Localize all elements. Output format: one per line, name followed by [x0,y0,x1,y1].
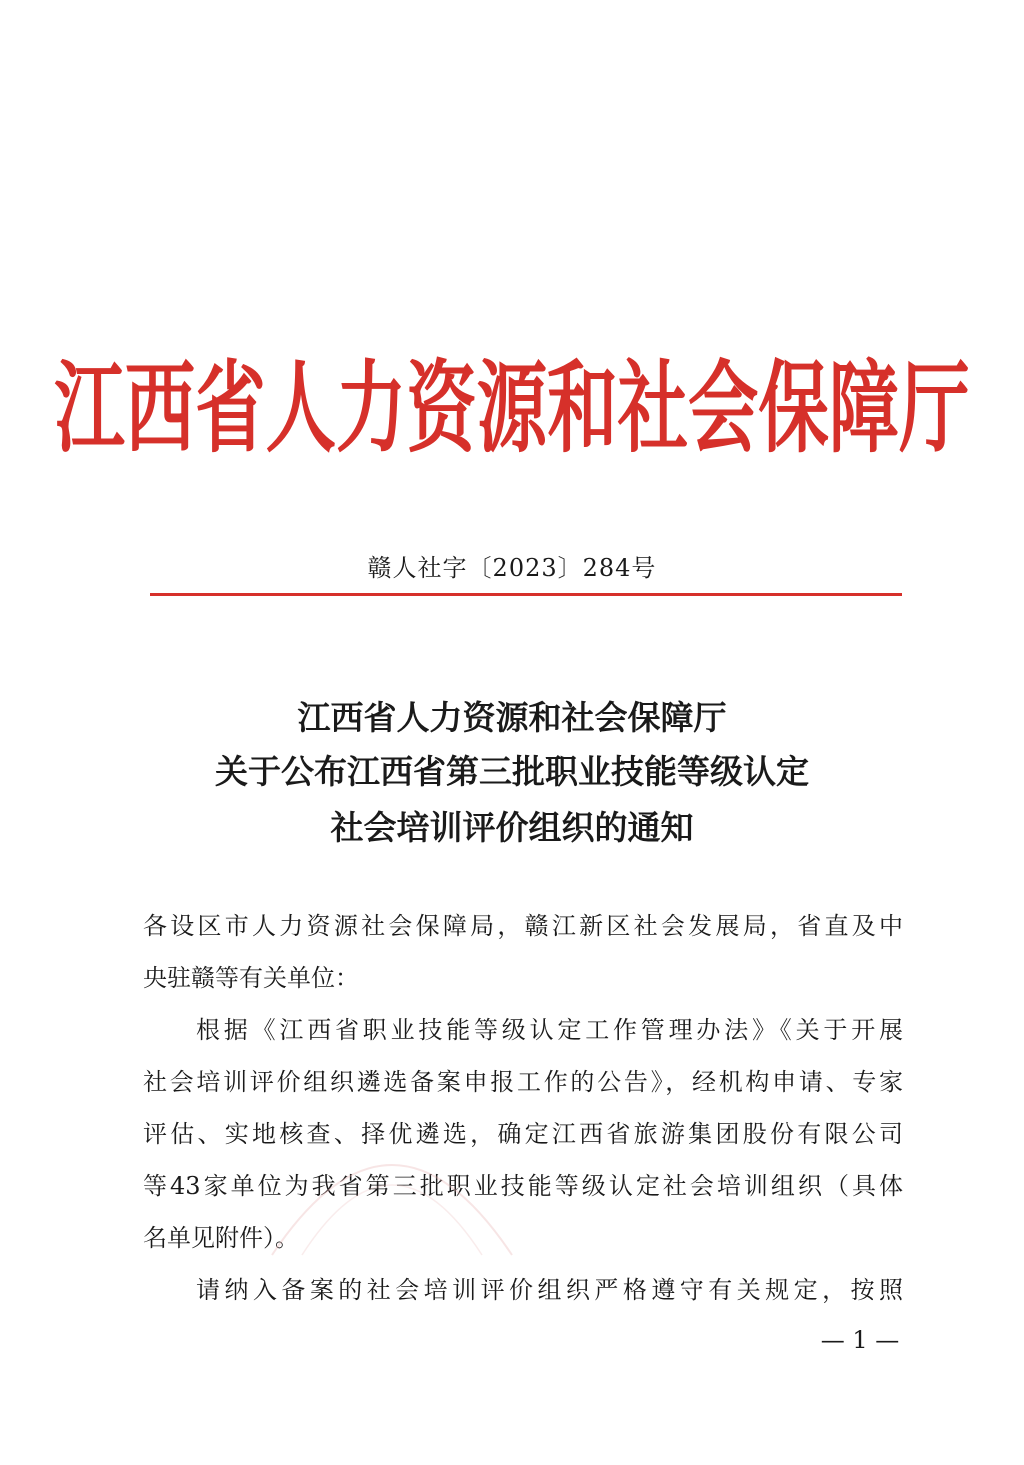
paragraph-1-line-3: 评估、实地核查、择优遴选，确定江西省旅游集团股份有限公司 [143,1120,903,1148]
paragraph-2-line-1: 请纳入备案的社会培训评价组织严格遵守有关规定，按照 [196,1276,903,1304]
masthead-text: 江西省人力资源和社会保障厅 [54,351,970,468]
paragraph-1-line-5: 名单见附件）。 [143,1224,299,1252]
paragraph-1-line-2: 社会培训评价组织遴选备案申报工作的公告》，经机构申请、专家 [143,1068,903,1096]
page-number: — 1 — [820,1326,900,1354]
red-divider-rule [150,593,902,596]
title-line-1: 江西省人力资源和社会保障厅 [297,698,727,737]
masthead-agency-name [0,345,1024,475]
salutation-line-1: 各设区市人力资源社会保障局，赣江新区社会发展局，省直及中 [143,912,903,940]
salutation-line-2: 央驻赣等有关单位： [143,964,359,992]
document-number: 赣人社字〔2023〕284号 [367,554,657,582]
paragraph-1-line-4: 等43家单位为我省第三批职业技能等级认定社会培训组织（具体 [143,1172,903,1200]
title-line-2: 关于公布江西省第三批职业技能等级认定 [215,752,809,791]
paragraph-1-line-1: 根据《江西省职业技能等级认定工作管理办法》《关于开展 [196,1016,903,1044]
title-line-3: 社会培训评价组织的通知 [330,808,694,847]
